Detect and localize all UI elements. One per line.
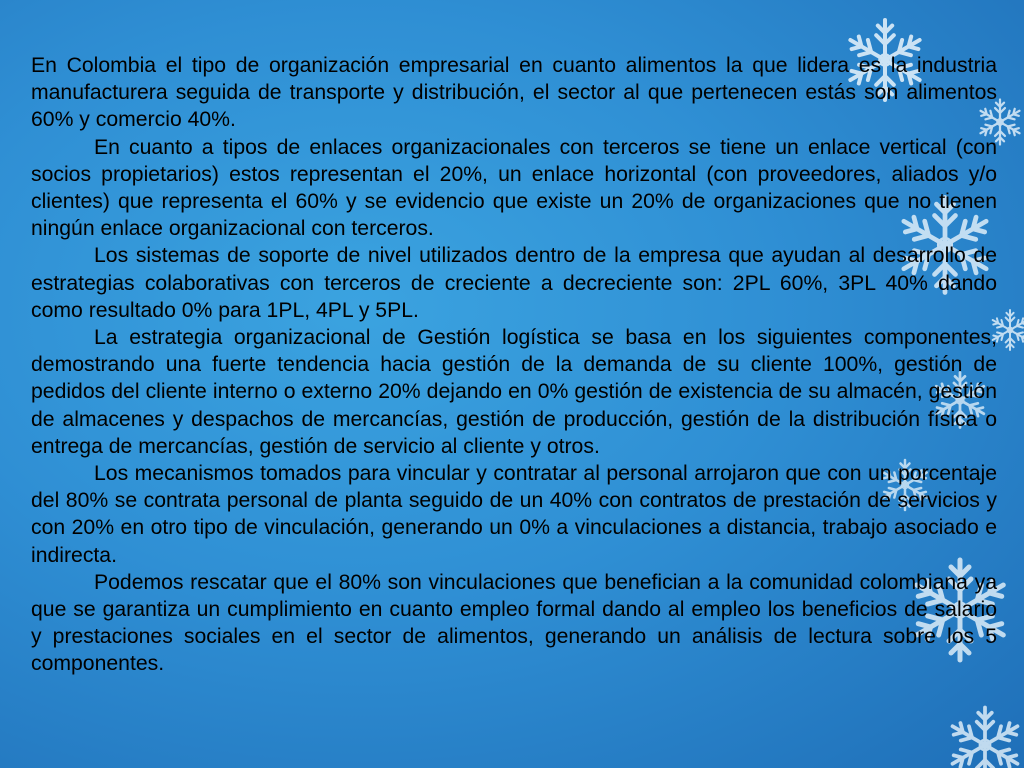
- paragraph-enlaces-organizacionales: En cuanto a tipos de enlaces organizacionales con terceros se tiene un enlace vertical (con socios propietarios) estos representan el 20%, un enlace horizontal (con proveedores, aliados y/o clientes) que representa el 60% y se evidencio que existe un 20% de organizaciones que no tienen ningún enlace organizacional con terceros.: [31, 135, 997, 241]
- snowflake-icon: [948, 708, 1021, 768]
- paragraph-sistemas-soporte: Los sistemas de soporte de nivel utilizados dentro de la empresa que ayudan al desarrollo de estrategias colaborativas con terceros de creciente a decreciente son: 2PL 60%, 3PL 40% dando como resultado 0% para 1PL, 4PL y 5PL.: [31, 244, 997, 322]
- paragraph-mecanismos-contratacion: Los mecanismos tomados para vincular y contratar al personal arrojaron que con un porcentaje del 80% se contrata personal de planta seguido de un 40% con contratos de prestación de servicios y con 20% en otro tipo de vinculación, generando un 0% a vinculaciones a distancia, trabajo asociado e indirecta.: [31, 462, 997, 567]
- paragraph-organizacion-empresarial: En Colombia el tipo de organización empresarial en cuanto alimentos la que lidera es la industria manufacturera seguida de transporte y distribución, el sector al que pertenecen estás son alimentos 60% y comercio 40%.: [31, 54, 997, 132]
- paragraph-conclusion: Podemos rescatar que el 80% son vinculaciones que benefician a la comunidad colombiana ya que se garantiza un cumplimiento en cuanto empleo formal dando al empleo los beneficios de salario y prestaciones sociales en el sector de alimentos, generando un análisis de lectura sobre los 5 componentes.: [31, 570, 997, 676]
- slide-body-text: [31, 52, 997, 678]
- paragraph-gestion-logistica: La estrategia organizacional de Gestión logística se basa en los siguientes componentes, demostrando una fuerte tendencia hacia gestión de la demanda de su cliente 100%, gestión de pedidos del cliente interno o externo 20% dejando en 0% gestión de existencia de su almacén, gestión de almacenes y despachos de mercancías, gestión de producción, gestión de la distribución física o entrega de mercancías, gestión de servicio al cliente y otros.: [31, 326, 997, 458]
